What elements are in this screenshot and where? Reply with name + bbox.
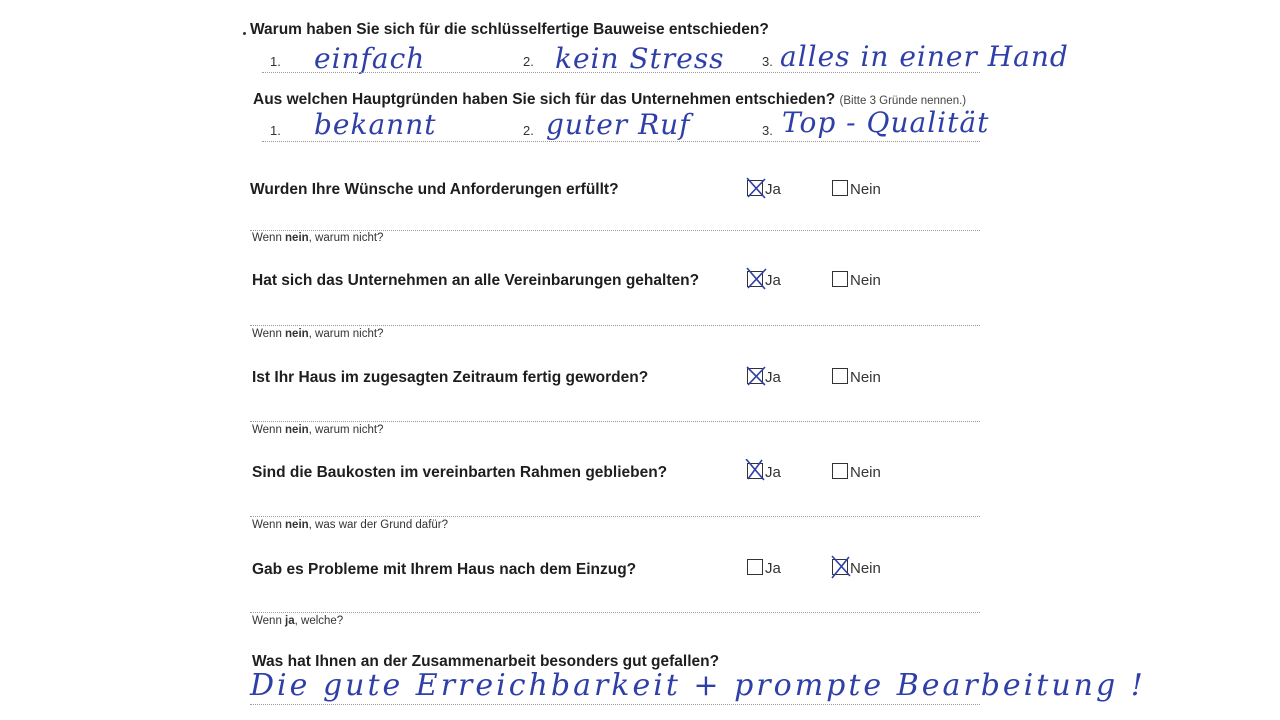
- note-pre: Wenn: [252, 519, 286, 531]
- q-last-question: Was hat Ihnen an der Zusammenarbeit besonders gut gefallen?: [252, 653, 720, 670]
- yesno-3-nein-checkbox[interactable]: [832, 368, 848, 384]
- q2-answer-3[interactable]: Top - Qualität: [782, 106, 990, 139]
- yesno-5-nein-option[interactable]: [832, 559, 881, 579]
- q-last-answer[interactable]: Die gute Erreichbarkeit + prompte Bearbeitung !: [250, 668, 1146, 703]
- yesno-2-nein-label: Nein: [850, 272, 881, 289]
- q2-hint: (Bitte 3 Gründe nennen.): [839, 95, 967, 107]
- check-x-icon: [745, 364, 767, 388]
- yesno-2-nein-checkbox[interactable]: [832, 271, 848, 287]
- note-pre: Wenn: [252, 615, 286, 627]
- q1-answer-2[interactable]: kein Stress: [555, 42, 725, 75]
- q1-num-3: 3.: [762, 54, 773, 69]
- yesno-5-ja-option[interactable]: [747, 559, 781, 579]
- note-post: , was war der Grund dafür?: [308, 519, 449, 531]
- yesno-2-ja-checkbox[interactable]: [747, 271, 763, 287]
- yesno-2-ja-label: Ja: [765, 272, 781, 289]
- yesno-4-nein-option[interactable]: [832, 463, 881, 483]
- note-bold: nein: [285, 424, 309, 436]
- yesno-2-nein-option[interactable]: [832, 271, 881, 291]
- yesno-5-ja-label: Ja: [765, 560, 781, 577]
- yesno-5-nein-label: Nein: [850, 560, 881, 577]
- yesno-4-question: Sind die Baukosten im vereinbarten Rahmen geblieben?: [252, 464, 668, 481]
- q2-num-3: 3.: [762, 123, 773, 138]
- yesno-1-ja-checkbox[interactable]: [747, 180, 763, 196]
- yesno-4-ja-checkbox[interactable]: [747, 463, 763, 479]
- q2-num-2: 2.: [523, 123, 534, 138]
- yesno-2-question: Hat sich das Unternehmen an alle Vereinbarungen gehalten?: [252, 272, 700, 289]
- check-x-icon: [745, 459, 767, 483]
- check-x-icon: [830, 555, 852, 579]
- yesno-3-nein-option[interactable]: [832, 368, 881, 388]
- check-x-icon: [745, 176, 767, 200]
- yesno-5-nein-checkbox[interactable]: [832, 559, 848, 575]
- yesno-4-note: [252, 519, 448, 531]
- yesno-1-line: [250, 230, 980, 231]
- q-last-line: [250, 704, 980, 705]
- note-pre: Wenn: [252, 424, 286, 436]
- yesno-3-nein-label: Nein: [850, 369, 881, 386]
- yesno-3-ja-label: Ja: [765, 369, 781, 386]
- yesno-1-question: Wurden Ihre Wünsche und Anforderungen erfüllt?: [250, 181, 619, 198]
- note-post: , warum nicht?: [308, 232, 384, 244]
- note-bold: nein: [285, 328, 309, 340]
- yesno-5-ja-checkbox[interactable]: [747, 559, 763, 575]
- q1-num-1: 1.: [270, 54, 281, 69]
- yesno-1-nein-checkbox[interactable]: [832, 180, 848, 196]
- note-post: , welche?: [294, 615, 344, 627]
- q1-answer-line: [262, 72, 980, 73]
- yesno-4-nein-label: Nein: [850, 464, 881, 481]
- yesno-2-line: [250, 325, 980, 326]
- yesno-4-nein-checkbox[interactable]: [832, 463, 848, 479]
- yesno-2-note: [252, 328, 383, 340]
- note-bold: nein: [285, 232, 309, 244]
- q2-answer-2[interactable]: guter Ruf: [546, 108, 691, 141]
- q2-answer-1[interactable]: bekannt: [314, 108, 437, 141]
- yesno-2-ja-option[interactable]: [747, 271, 781, 291]
- note-post: , warum nicht?: [308, 328, 384, 340]
- yesno-1-ja-option[interactable]: [747, 180, 781, 200]
- note-bold: ja: [285, 615, 295, 627]
- q2-num-1: 1.: [270, 123, 281, 138]
- yesno-3-note: [252, 424, 383, 436]
- yesno-1-note: [252, 232, 383, 244]
- yesno-1-nein-label: Nein: [850, 181, 881, 198]
- q1-num-2: 2.: [523, 54, 534, 69]
- yesno-4-ja-label: Ja: [765, 464, 781, 481]
- note-pre: Wenn: [252, 232, 286, 244]
- yesno-3-question: Ist Ihr Haus im zugesagten Zeitraum fertig geworden?: [252, 369, 649, 386]
- yesno-5-question: Gab es Probleme mit Ihrem Haus nach dem Einzug?: [252, 561, 637, 578]
- yesno-1-nein-option[interactable]: [832, 180, 881, 200]
- q2-answer-line: [262, 141, 980, 142]
- yesno-3-ja-option[interactable]: [747, 368, 781, 388]
- q1-answer-3[interactable]: alles in einer Hand: [780, 40, 1069, 73]
- note-bold: nein: [285, 519, 309, 531]
- note-post: , warum nicht?: [308, 424, 384, 436]
- yesno-5-line: [250, 612, 980, 613]
- note-pre: Wenn: [252, 328, 286, 340]
- q2-question-text: Aus welchen Hauptgründen haben Sie sich für das Unternehmen entschieden?: [253, 91, 836, 108]
- yesno-5-note: [252, 615, 343, 627]
- yesno-1-ja-label: Ja: [765, 181, 781, 198]
- q1-answer-1[interactable]: einfach: [314, 42, 426, 75]
- yesno-4-ja-option[interactable]: [747, 463, 781, 483]
- yesno-3-line: [250, 421, 980, 422]
- yesno-3-ja-checkbox[interactable]: [747, 368, 763, 384]
- check-x-icon: [745, 267, 767, 291]
- q1-question: Warum haben Sie sich für die schlüsselfertige Bauweise entschieden?: [250, 21, 769, 38]
- scan-speck: [243, 32, 246, 35]
- yesno-4-line: [250, 516, 980, 517]
